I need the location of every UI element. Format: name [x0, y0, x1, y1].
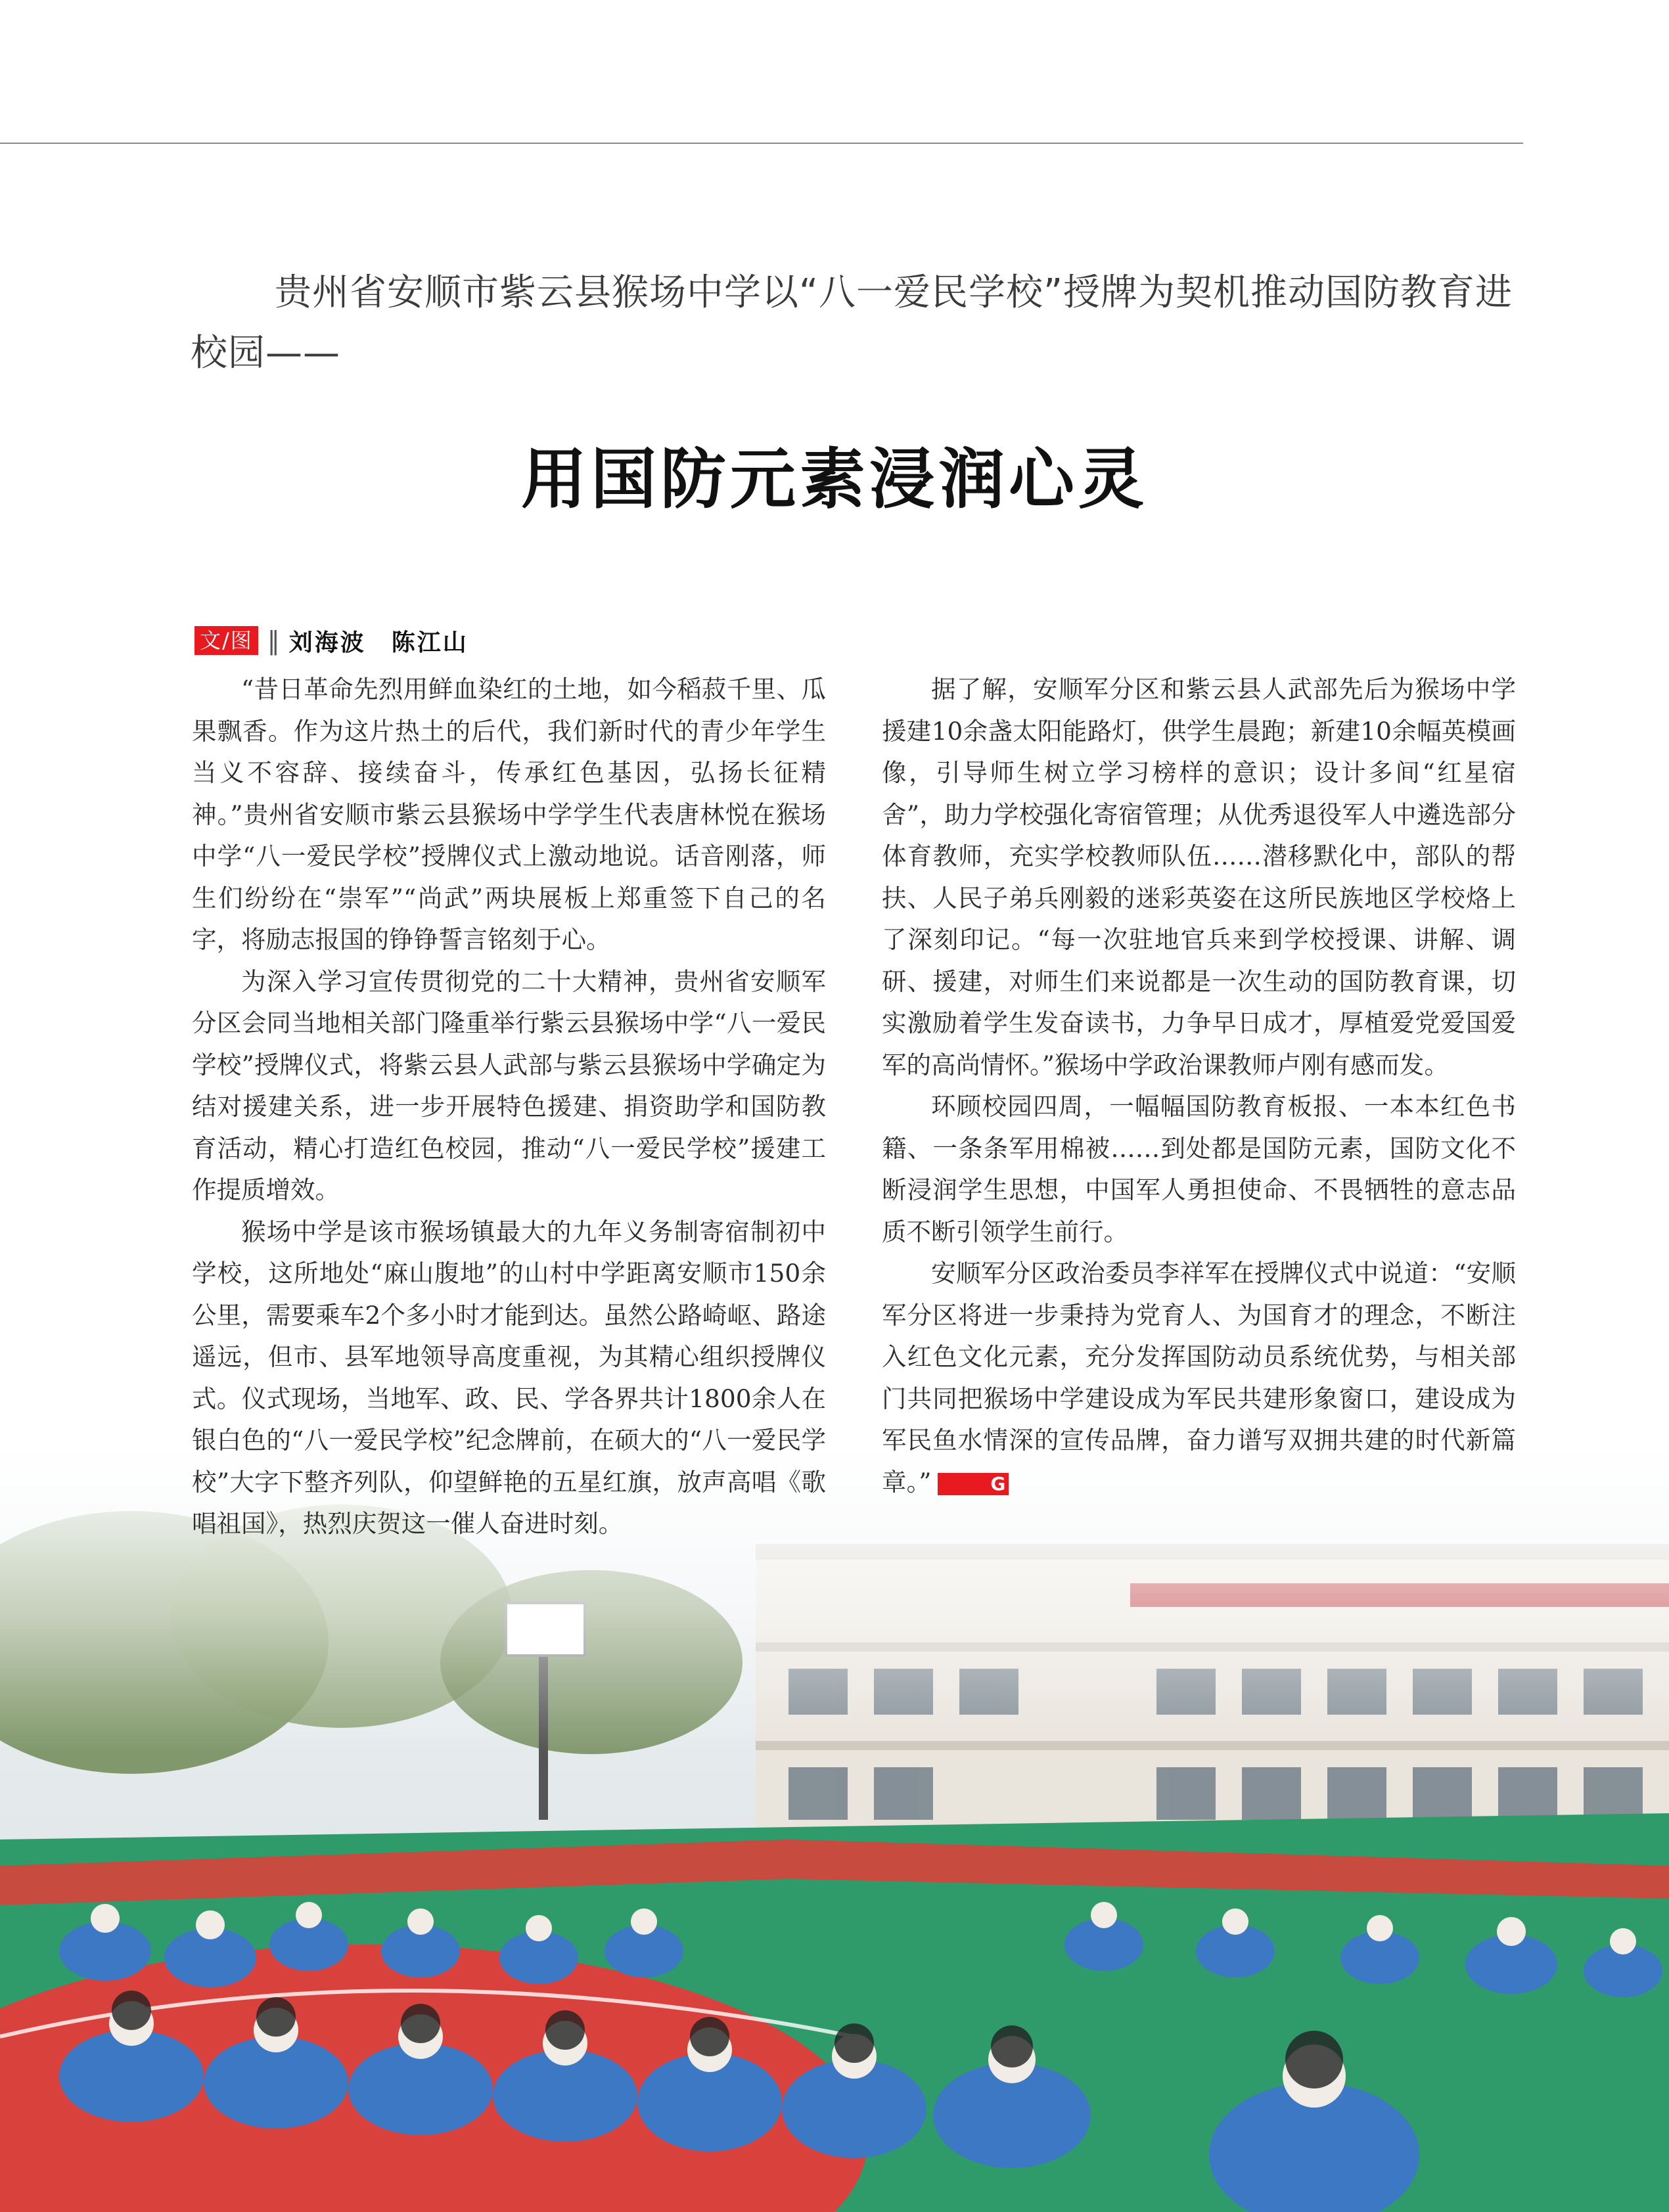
end-mark-icon: G	[938, 1473, 1009, 1495]
article-paragraph: 据了解，安顺军分区和紫云县人武部先后为猴场中学援建10余盏太阳能路灯，供学生晨跑；新建10余幅英模画像，引导师生树立学习榜样的意识；设计多间“红星宿舍”，助力学校强化寄宿管理；从优秀退役军人中遴选部分体育教师，充实学校教师队伍……潜移默化中，部队的帮扶、人民子弟兵刚毅的迷彩英姿在这所民族地区学校烙上了深刻印记。“每一次驻地官兵来到学校授课、讲解、调研、援建，对师生们来说都是一次生动的国防教育课，切实激励着学生发奋读书，力争早日成才，厚植爱党爱国爱军的高尚情怀。”猴场中学政治课教师卢刚有感而发。	[882, 675, 1516, 1079]
article-paragraph: 猴场中学是该市猴场镇最大的九年义务制寄宿制初中学校，这所地处“麻山腹地”的山村中学距离安顺市150余公里，需要乘车2个多小时才能到达。虽然公路崎岖、路途遥远，但市、县军地领导高度重视，为其精心组织授牌仪式。仪式现场，当地军、政、民、学各界共计1800余人在银白色的“八一爱民学校”纪念牌前，在硕大的“八一爱民学校”大字下整齐列队，仰望鲜艳的五星红旗，放声高唱《歌唱祖国》，热烈庆贺这一催人奋进时刻。	[192, 1217, 826, 1538]
article-paragraph: 环顾校园四周，一幅幅国防教育板报、一本本红色书籍、一条条军用棉被……到处都是国防元素，国防文化不断浸润学生思想，中国军人勇担使命、不畏牺牲的意志品质不断引领学生前行。	[882, 1092, 1516, 1246]
byline-tag: 文/图	[194, 626, 258, 655]
photo-illustration	[0, 1445, 1669, 2212]
article-paragraph-text: 安顺军分区政治委员李祥军在授牌仪式中说道：“安顺军分区将进一步秉持为党育人、为国育才的理念，不断注入红色文化元素，充分发挥国防动员系统优势，与相关部门共同把猴场中学建设成为军民共建形象窗口，建设成为军民鱼水情深的宣传品牌，奋力谱写双拥共建的时代新篇章。”	[882, 1259, 1516, 1497]
article-column-left	[192, 669, 826, 1545]
school-assembly-photo	[0, 1445, 1669, 2212]
article-column-right	[882, 669, 1516, 1503]
byline	[194, 624, 469, 657]
article-paragraph-last	[882, 1253, 1516, 1503]
article-title: 用国防元素浸润心灵	[521, 441, 1148, 518]
article-deck: 贵州省安顺市紫云县猴场中学以“八一爱民学校”授牌为契机推动国防教育进校园——	[191, 271, 1513, 374]
article-paragraph: “昔日革命先烈用鲜血染红的土地，如今稻菽千里、瓜果飘香。作为这片热土的后代，我们新时代的青少年学生当义不容辞、接续奋斗，传承红色基因，弘扬长征精神。”贵州省安顺市紫云县猴场中学学生代表唐林悦在猴场中学“八一爱民学校”授牌仪式上激动地说。话音刚落，师生们纷纷在“崇军”“尚武”两块展板上郑重签下自己的名字，将励志报国的铮铮誓言铭刻于心。	[192, 675, 826, 954]
article-paragraph: 为深入学习宣传贯彻党的二十大精神，贵州省安顺军分区会同当地相关部门隆重举行紫云县猴场中学“八一爱民学校”授牌仪式，将紫云县人武部与紫云县猴场中学确定为结对援建关系，进一步开展特色援建、捐资助学和国防教育活动，精心打造红色校园，推动“八一爱民学校”援建工作提质增效。	[192, 966, 826, 1204]
top-rule	[0, 143, 1523, 144]
byline-separator: ‖	[267, 626, 280, 655]
byline-authors: 刘海波 陈江山	[288, 629, 469, 656]
